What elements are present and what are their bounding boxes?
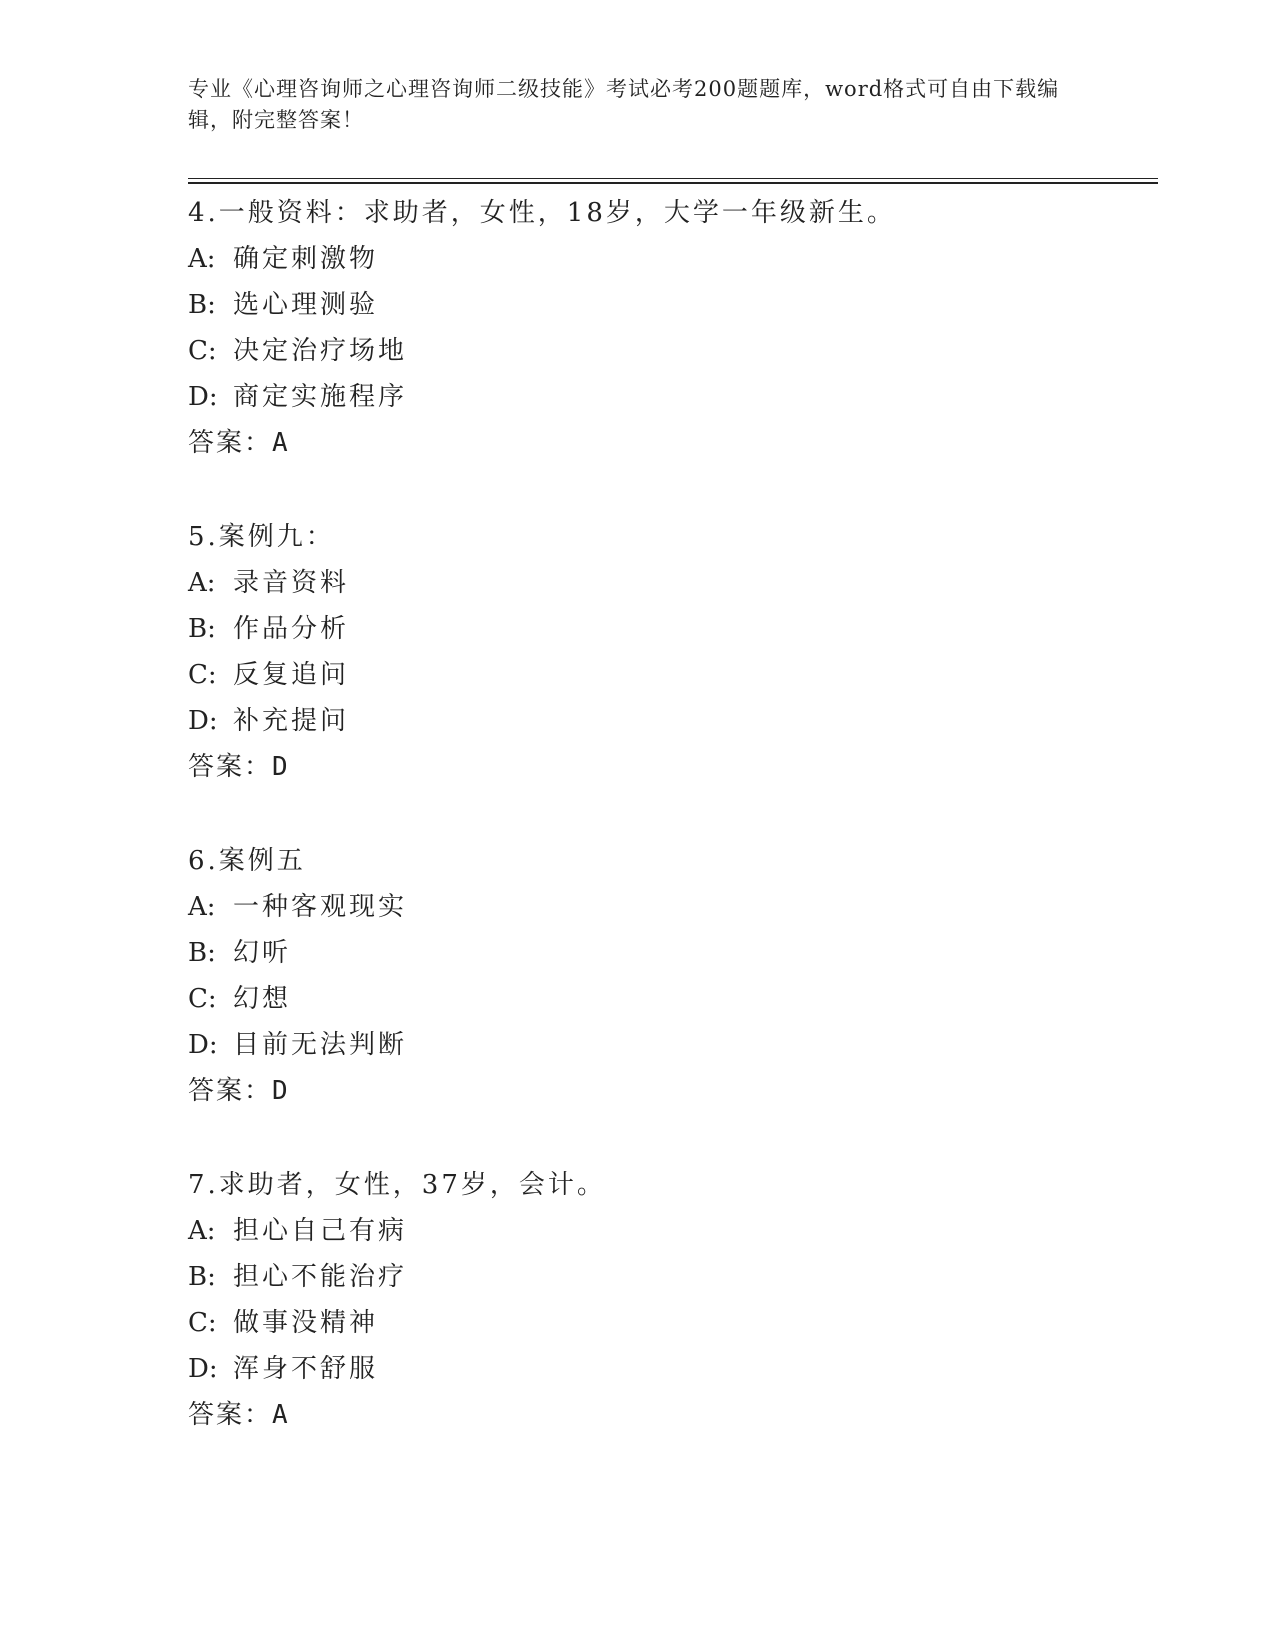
answer-line [188,1068,1148,1114]
question-title: 5.案例九： [188,522,335,552]
option-letter: B: [188,614,216,644]
question-title: 4.一般资料：求助者，女性，18岁，大学一年级新生。 [188,198,896,228]
answer-label: 答案： [188,1076,273,1106]
option-letter: A: [188,568,216,598]
option-text: 作品分析 [233,614,350,644]
option-text: 做事没精神 [233,1308,379,1338]
answer-value: D [272,1076,290,1106]
option-text: 录音资料 [233,568,350,598]
question-title: 6.案例五 [188,846,306,876]
option-letter: C: [188,984,217,1014]
option-letter: D: [188,1354,218,1384]
answer-line [188,420,1148,466]
option-letter: B: [188,1262,216,1292]
option-text: 目前无法判断 [233,1030,408,1060]
option-letter: A: [188,244,216,274]
option-d [188,698,1148,744]
option-text: 反复追问 [233,660,350,690]
question-title: 7.求助者，女性，37岁，会计。 [188,1170,606,1200]
option-a [188,560,1148,606]
option-a [188,1208,1148,1254]
option-c [188,652,1148,698]
option-letter: D: [188,706,218,736]
option-text: 商定实施程序 [233,382,408,412]
option-text: 浑身不舒服 [233,1354,379,1384]
option-text: 补充提问 [233,706,350,736]
option-a [188,236,1148,282]
option-a [188,884,1148,930]
option-b [188,282,1148,328]
option-text: 担心自己有病 [233,1216,408,1246]
option-letter: A: [188,892,216,922]
answer-line [188,744,1148,790]
option-d [188,374,1148,420]
question-4 [188,190,1148,466]
option-text: 一种客观现实 [233,892,408,922]
question-list [188,190,1148,1486]
option-text: 幻想 [233,984,292,1014]
option-c [188,328,1148,374]
option-letter: C: [188,1308,217,1338]
answer-value: A [272,428,290,458]
answer-label: 答案： [188,428,273,458]
option-b [188,1254,1148,1300]
option-text: 选心理测验 [233,290,379,320]
option-letter: D: [188,382,218,412]
answer-value: A [272,1400,290,1430]
option-d [188,1346,1148,1392]
header-rule-thin [188,178,1158,179]
option-text: 担心不能治疗 [233,1262,408,1292]
option-letter: A: [188,1216,216,1246]
option-text: 决定治疗场地 [233,336,408,366]
option-letter: D: [188,1030,218,1060]
answer-label: 答案： [188,752,273,782]
option-letter: C: [188,660,217,690]
option-letter: C: [188,336,217,366]
option-text: 幻听 [233,938,292,968]
header-rule-thick [188,182,1158,184]
option-b [188,606,1148,652]
question-5 [188,514,1148,790]
option-letter: B: [188,290,216,320]
question-7 [188,1162,1148,1438]
option-c [188,1300,1148,1346]
option-b [188,930,1148,976]
option-c [188,976,1148,1022]
answer-line [188,1392,1148,1438]
option-letter: B: [188,938,216,968]
answer-label: 答案： [188,1400,273,1430]
document-header: 专业《心理咨询师之心理咨询师二级技能》考试必考200题题库，word格式可自由下载编辑，附完整答案！ [188,77,1060,132]
option-d [188,1022,1148,1068]
option-text: 确定刺激物 [233,244,379,274]
question-6 [188,838,1148,1114]
answer-value: D [272,752,290,782]
